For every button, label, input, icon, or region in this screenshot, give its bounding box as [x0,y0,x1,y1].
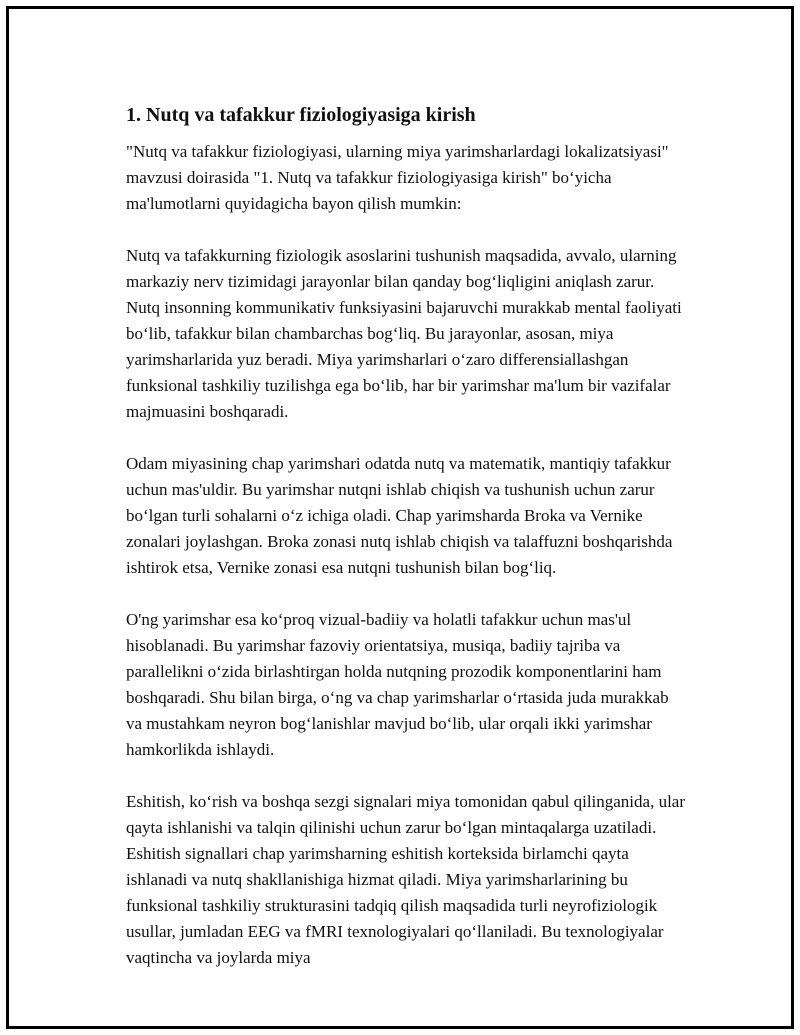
paragraph-sensory-signals: Eshitish, ko‘rish va boshqa sezgi signalari miya tomonidan qabul qilinganida, ular qayta ishlanishi va talqin qilinishi uchun zarur bo‘lgan mintaqalarga uzatiladi. Eshitish signallari chap yarimsharning eshitish korteksida birlamchi qayta ishlanadi va nutq shakllanishiga hizmat qiladi. Miya yarimsharlarining bu funksional tashkiliy strukturasini tadqiq qilish maqsadida turli neyrofiziologik usullar, jumladan EEG va fMRI texnologiyalari qo‘llaniladi. Bu texnologiyalar vaqtincha va joylarda miya [126,792,686,967]
document-body [126,102,686,971]
page-border [6,6,794,1029]
section-heading: 1. Nutq va tafakkur fiziologiyasiga kirish [126,104,476,126]
paragraph-left-hemisphere: Odam miyasining chap yarimshari odatda nutq va matematik, mantiqiy tafakkur uchun mas'uldir. Bu yarimshar nutqni ishlab chiqish va tushunish uchun zarur bo‘lgan turli sohalarni o‘z ichiga oladi. Chap yarimsharda Broka va Vernike zonalari joylashgan. Broka zonasi nutq ishlab chiqish va talaffuzni boshqarishda ishtirok etsa, Vernike zonasi esa nutqni tushunish bilan bog‘liq. [126,454,673,577]
paragraph-right-hemisphere: O'ng yarimshar esa ko‘proq vizual-badiiy va holatli tafakkur uchun mas'ul hisoblanadi. Bu yarimshar fazoviy orientatsiya, musiqa, badiiy tajriba va parallelikni o‘zida birlashtirgan holda nutqning prozodik komponentlarini ham boshqaradi. Shu bilan birga, o‘ng va chap yarimsharlar o‘rtasida juda murakkab va mustahkam neyron bog‘lanishlar mavjud bo‘lib, ular orqali ikki yarimshar hamkorlikda ishlaydi. [126,610,669,759]
paragraph-physiology-basis: Nutq va tafakkurning fiziologik asoslarini tushunish maqsadida, avvalo, ularning markaziy nerv tizimidagi jarayonlar bilan qanday bog‘liqligini aniqlash zarur. Nutq insonning kommunikativ funksiyasini bajaruvchi murakkab mental faoliyati bo‘lib, tafakkur bilan chambarchas bog‘liq. Bu jarayonlar, asosan, miya yarimsharlarida yuz beradi. Miya yarimsharlari o‘zaro differensiallashgan funksional tashkiliy tuzilishga ega bo‘lib, har bir yarimshar ma'lum bir vazifalar majmuasini boshqaradi. [126,246,682,421]
paragraph-intro: "Nutq va tafakkur fiziologiyasi, ularning miya yarimsharlardagi lokalizatsiyasi" mavzusi doirasida "1. Nutq va tafakkur fiziologiyasiga kirish" bo‘yicha ma'lumotlarni quyidagicha bayon qilish mumkin: [126,142,669,213]
